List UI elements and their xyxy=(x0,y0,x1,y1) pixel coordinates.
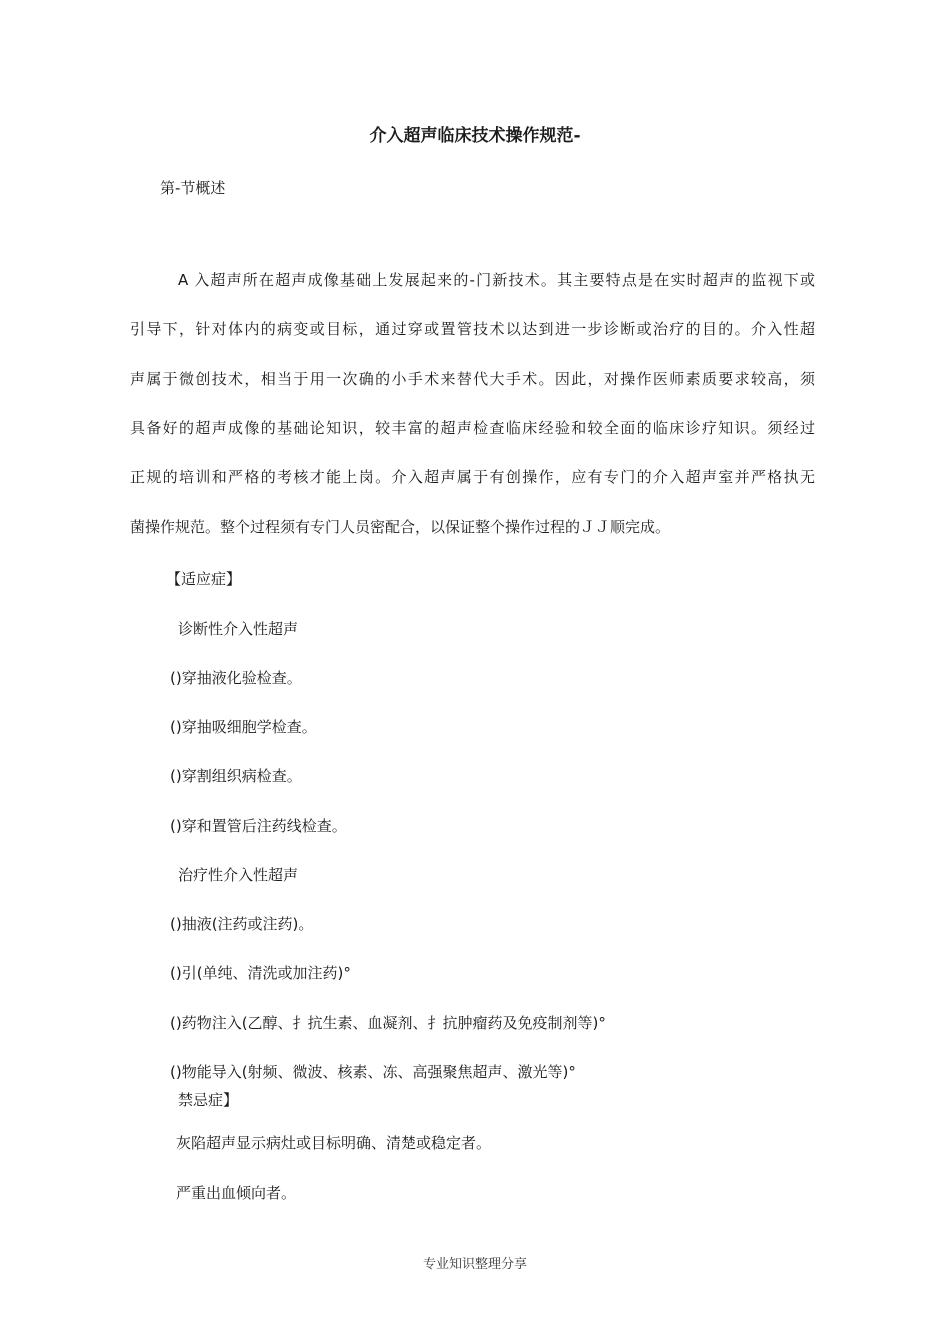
overview-line: A 入超声所在超声成像基础上发展起来的-门新技术。其主要特点是在实时超声的监视下或 xyxy=(178,271,815,289)
page-title: 介入超声临床技术操作规范- xyxy=(369,126,581,146)
therapeutic-item: ()物能导入(射频、微波、核素、冻、高强聚焦超声、激光等)° xyxy=(170,1063,576,1081)
indications-heading: 【适应症】 xyxy=(166,570,242,588)
therapeutic-item: ()抽液(注药或注药)。 xyxy=(170,915,314,933)
therapeutic-item: ()药物注入(乙醇、扌抗生素、血凝剂、扌抗肿瘤药及免疫制剂等)° xyxy=(170,1014,606,1032)
page-footer: 专业知识整理分享 xyxy=(422,1257,527,1272)
overview-line: 具备好的超声成像的基础论知识，较丰富的超声检查临床经验和较全面的临床诊疗知识。须经过 xyxy=(130,419,815,437)
overview-line: 引导下，针对体内的病变或目标，通过穿或置管技术以达到进一步诊断或治疗的目的。介入性超 xyxy=(130,320,815,338)
overview-line: 菌操作规范。整个过程须有专门人员密配合，以保证整个操作过程的ＪＪ顺完成。 xyxy=(130,518,671,536)
overview-line: 正规的培训和严格的考核才能上岗。介入超声属于有创操作，应有专门的介入超声室并严格执无 xyxy=(130,468,815,486)
diagnostic-item: ()穿抽吸细胞学检查。 xyxy=(170,718,317,736)
diagnostic-heading: 诊断性介入性超声 xyxy=(178,620,299,638)
overview-line: 声属于微创技术，相当于用一次确的小手术来替代大手术。因此，对操作医师素质要求较高，须 xyxy=(130,370,815,388)
contraindication-item: 严重出血倾向者。 xyxy=(176,1184,297,1202)
diagnostic-item: ()穿割组织病检查。 xyxy=(170,767,302,785)
therapeutic-heading: 治疗性介入性超声 xyxy=(178,866,299,884)
diagnostic-item: ()穿和置管后注药线检查。 xyxy=(170,817,347,835)
contraindications-heading: 禁忌症】 xyxy=(178,1091,239,1109)
section-heading: 第-节概述 xyxy=(160,179,226,197)
therapeutic-item: ()引(单纯、清洗或加注药)° xyxy=(170,964,351,982)
contraindication-item: 灰陷超声显示病灶或目标明确、清楚或稳定者。 xyxy=(176,1134,492,1152)
diagnostic-item: ()穿抽液化验检查。 xyxy=(170,669,302,687)
